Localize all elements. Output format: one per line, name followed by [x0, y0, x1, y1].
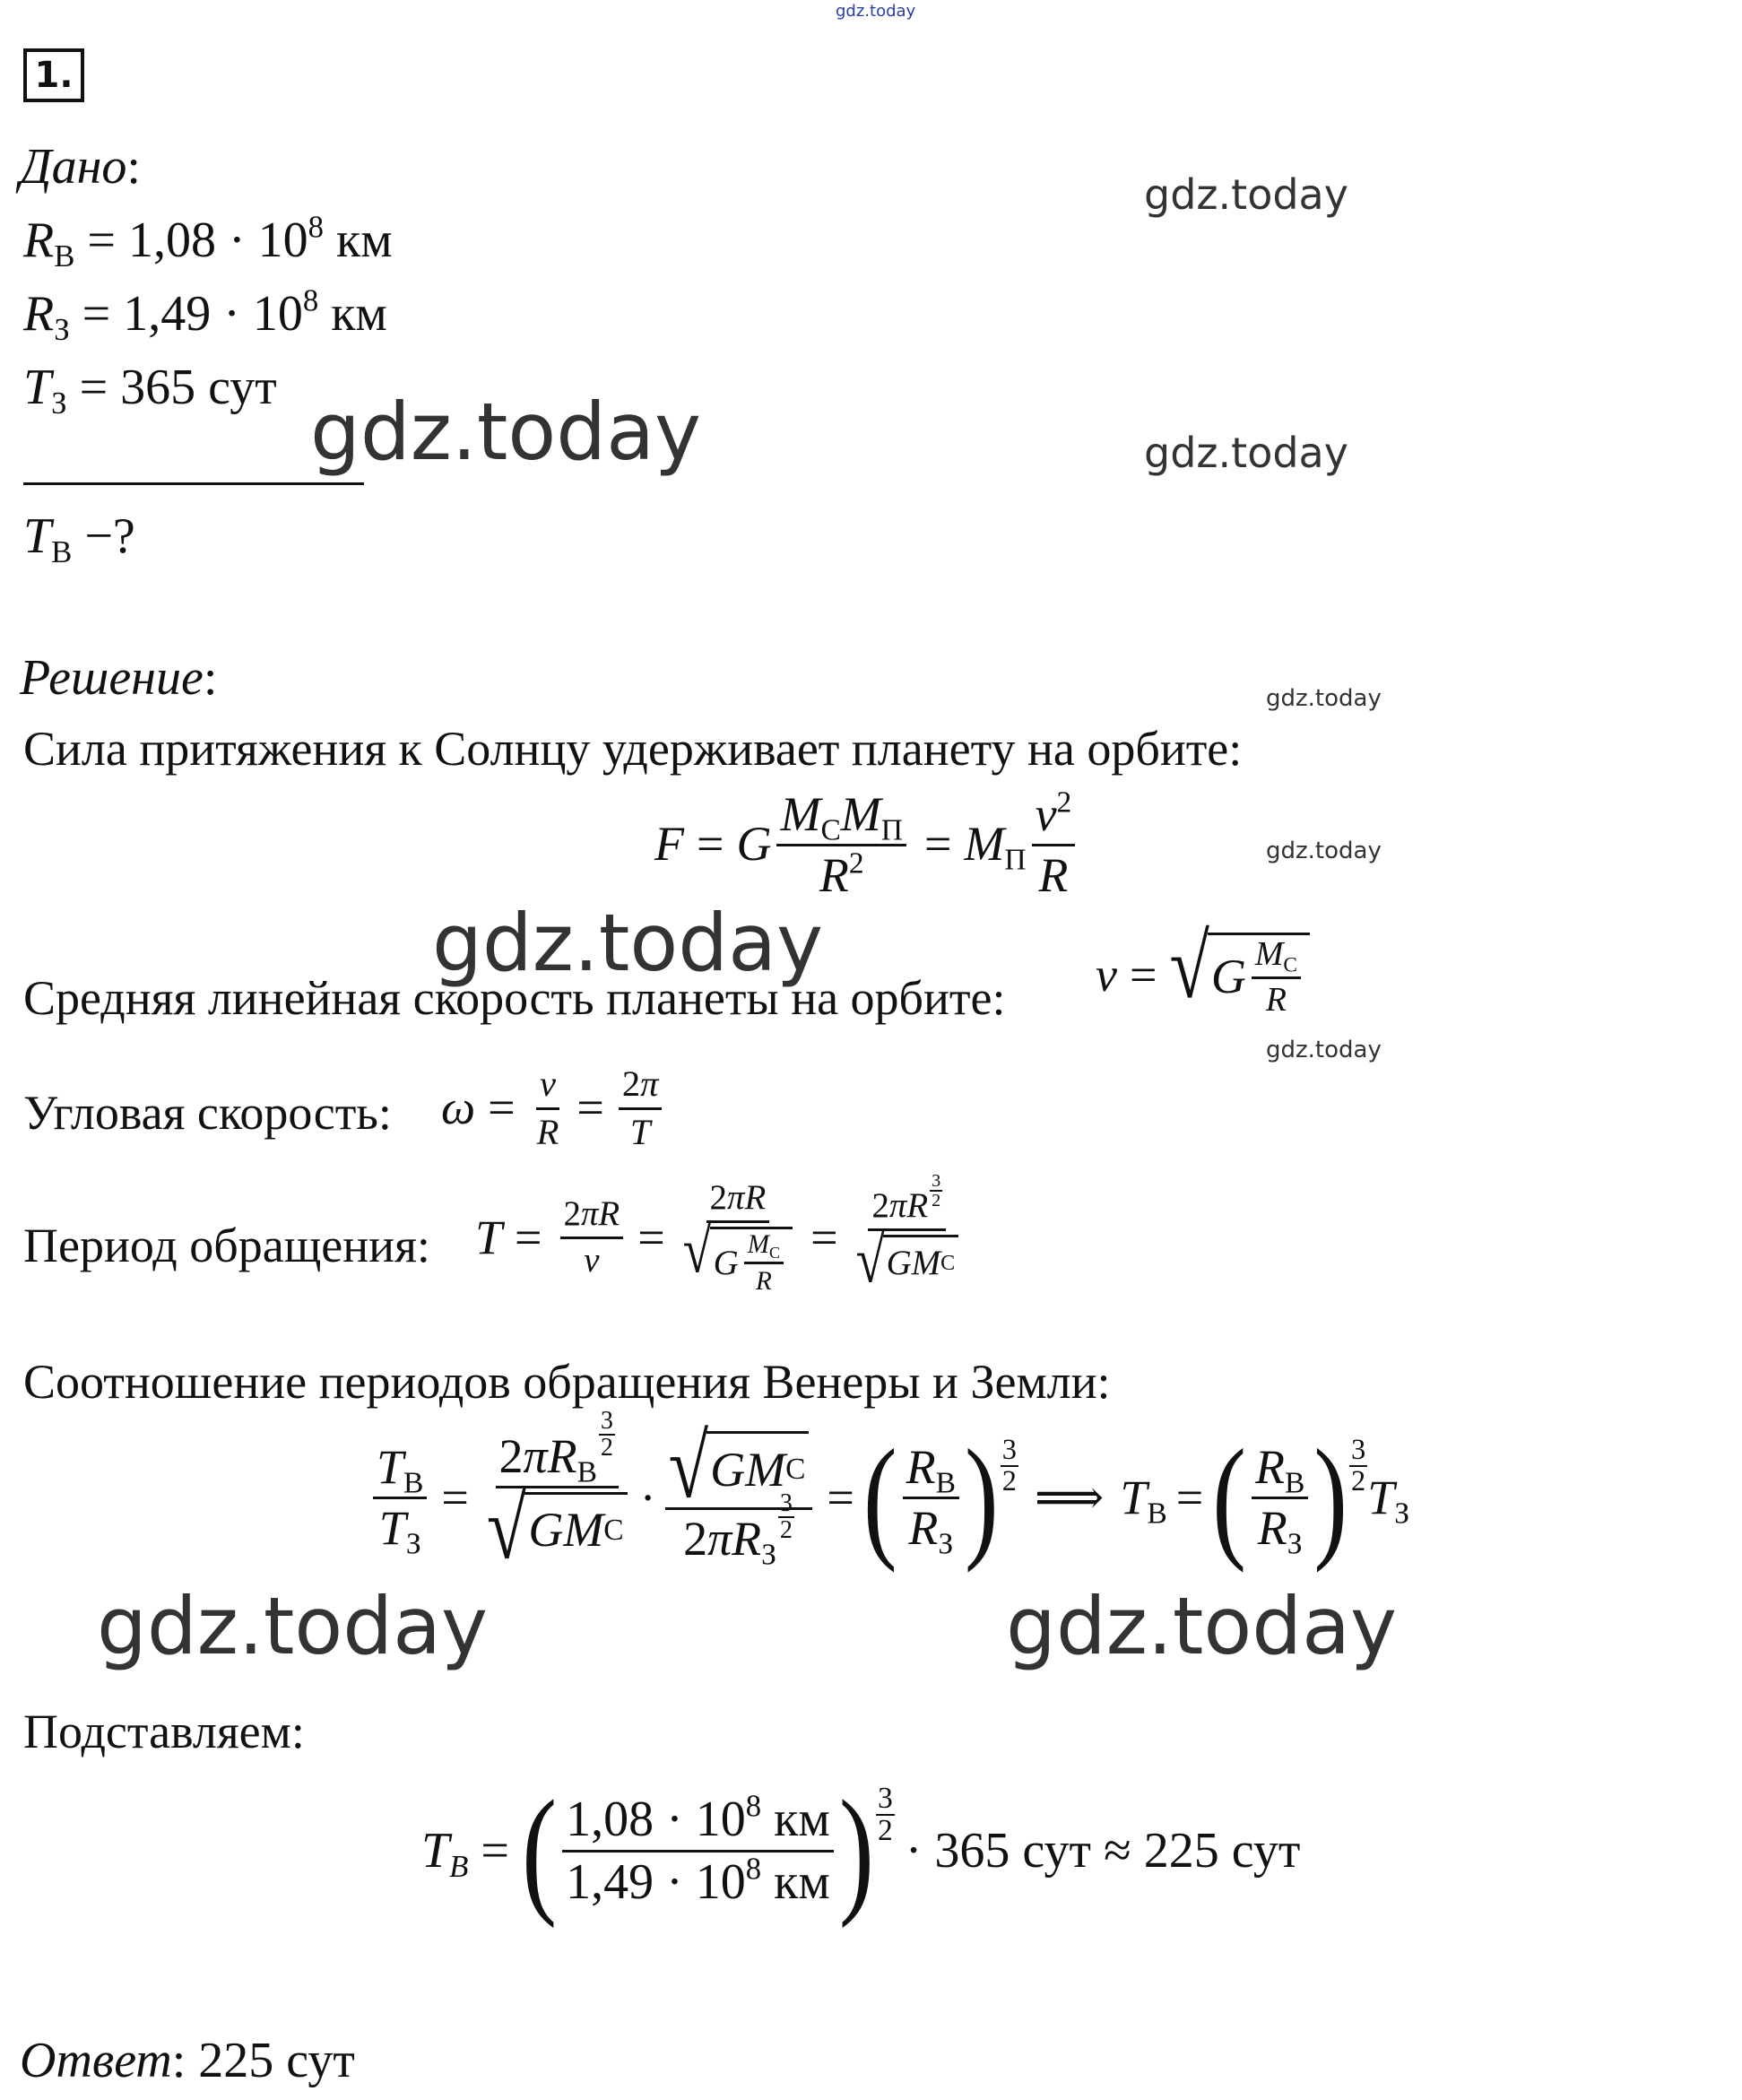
sub-v: В: [54, 239, 75, 274]
rel: = 1,49 · 10: [69, 286, 303, 342]
formula-result: $T_В$ = ( $\frac{1,08 \cdot 10^8 км}{1,49 \cdot 10^8 км}$ ) 3 2 · 365 сут ≈ 225 сут: [421, 1771, 1301, 1929]
given-t-earth: [23, 360, 277, 421]
formula-gravity: F = G $\frac{M_СM_П}{R^2}$ = $M_П$ $\frac{v^2}{R}$: [654, 789, 1080, 900]
exp: 8: [302, 282, 319, 318]
sym-t: T: [23, 508, 52, 564]
sym-r: R: [23, 213, 55, 268]
answer: [20, 2035, 355, 2086]
watermark: gdz.today: [1266, 685, 1382, 712]
sub-v: В: [51, 534, 73, 570]
rel: = 365 сут: [66, 360, 277, 415]
frac-mm-r2: $\frac{M_СM_П}{R^2}$: [776, 789, 906, 900]
given-colon: :: [126, 139, 141, 195]
given-heading: [20, 139, 141, 195]
answer-value: : 225 сут: [171, 2033, 355, 2088]
solution-line-5: Соотношение периодов обращения Венеры и Земли:: [23, 1355, 1111, 1409]
given-divider: [23, 482, 364, 485]
frac-v2-r: $\frac{v^2}{R}$: [1032, 789, 1076, 900]
watermark: gdz.today: [1266, 1037, 1382, 1063]
formula-velocity: v = √ G $\frac{M_С}{R}$: [1096, 933, 1310, 1018]
watermark: gdz.today: [310, 386, 702, 478]
given-r-earth: [23, 282, 387, 348]
f: F: [654, 817, 684, 872]
solution-colon: :: [203, 650, 218, 706]
rel: −?: [72, 508, 135, 564]
watermark: gdz.today: [432, 897, 824, 989]
problem-number-text: 1.: [34, 55, 74, 96]
solution-line-1: Сила притяжения к Солнцу удерживает планету на орбите:: [23, 722, 1243, 776]
solution-line-3: [23, 1086, 392, 1140]
sub-z: З: [51, 386, 67, 421]
sub-z: З: [54, 312, 70, 348]
solution-heading-text: Решение: [20, 650, 204, 706]
formula-ratio: $\frac{T_В}{T_З}$ = $2\pi R_В$ $\frac{3}{2}$ √ GM С · √ GM С $2\pi R_З$ $\frac{3}{2}$ = ( $\frac{R_В}{R_З}$ ) 3 2 ⟹ $T_В$ = ( $\frac{R_В}{R_З}$ ) 3 2 $T_З$: [368, 1431, 1409, 1565]
watermark: gdz.today: [1144, 429, 1348, 477]
watermark: gdz.today: [1266, 837, 1382, 864]
line3-text: Угловая скорость:: [23, 1086, 392, 1140]
given-find: [23, 508, 135, 570]
rel: = 1,08 · 10: [74, 213, 308, 268]
solution-heading: [20, 650, 218, 706]
line4-text: Период обращения:: [23, 1219, 430, 1272]
sym-t: T: [23, 360, 52, 415]
exp: 8: [308, 209, 324, 245]
watermark-top: gdz.today: [836, 2, 916, 21]
given-r-venus: [23, 209, 393, 274]
watermark: gdz.today: [97, 1580, 489, 1672]
watermark: gdz.today: [1144, 170, 1348, 219]
formula-period: T = $\frac{2\pi R}{v}$ = 2πR √ G $\frac{M_С}{R}$ = 2πR $\frac{3}{2}$ √ GM С: [475, 1180, 967, 1296]
result-rhs: · 365 сут ≈ 225 сут: [905, 1822, 1301, 1879]
unit: км: [318, 286, 387, 342]
watermark: gdz.today: [1006, 1580, 1398, 1672]
formula-omega: ω = $\frac{v}{R}$ = $\frac{2\pi}{T}$: [441, 1065, 667, 1151]
given-heading-text: Дано: [20, 139, 127, 195]
problem-number: [23, 48, 84, 102]
unit: км: [323, 213, 393, 268]
answer-label: Ответ: [20, 2033, 172, 2088]
sqrt-g-mc-r: √ G $\frac{M_С}{R}$: [1169, 933, 1310, 1018]
line2-text: Средняя линейная скорость планеты на орбите:: [23, 971, 1006, 1025]
sym-r: R: [23, 286, 55, 342]
solution-line-6: Подставляем:: [23, 1705, 305, 1758]
solution-line-4: [23, 1221, 430, 1270]
